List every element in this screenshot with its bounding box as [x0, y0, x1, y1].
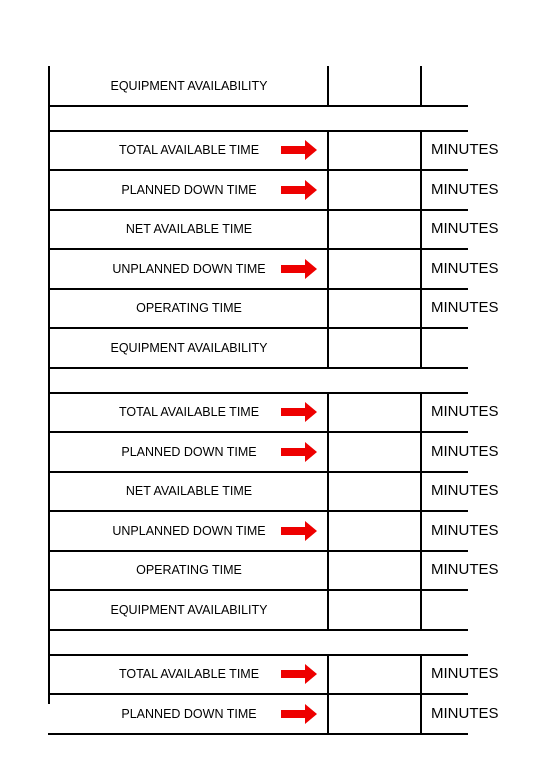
spacer-row — [48, 368, 468, 393]
row-label: EQUIPMENT AVAILABILITY — [110, 78, 268, 93]
table-row — [48, 694, 499, 734]
red-arrow-icon — [281, 402, 317, 422]
table-row — [48, 511, 499, 551]
row-label: PLANNED DOWN TIME — [121, 182, 257, 197]
column-divider — [420, 472, 422, 512]
value-cell[interactable] — [329, 511, 420, 551]
column-divider — [420, 511, 422, 551]
row-label: EQUIPMENT AVAILABILITY — [110, 340, 268, 355]
unit-label: MINUTES — [431, 299, 499, 317]
column-divider — [420, 393, 422, 433]
column-divider — [420, 210, 422, 250]
column-divider — [420, 432, 422, 472]
row-label: TOTAL AVAILABLE TIME — [118, 667, 260, 682]
value-cell[interactable] — [329, 131, 420, 171]
value-cell[interactable] — [329, 694, 420, 734]
unit-label: MINUTES — [431, 180, 499, 198]
row-label: TOTAL AVAILABLE TIME — [118, 405, 260, 420]
row-label: OPERATING TIME — [136, 301, 242, 316]
unit-label: MINUTES — [431, 220, 499, 238]
row-label: NET AVAILABLE TIME — [125, 222, 253, 237]
table-row — [48, 170, 499, 210]
table-row — [48, 393, 499, 433]
column-divider — [420, 170, 422, 210]
value-cell[interactable] — [329, 328, 420, 368]
table-row — [48, 210, 499, 250]
value-cell[interactable] — [329, 249, 420, 289]
table-row — [48, 249, 499, 289]
unit-label: MINUTES — [431, 561, 499, 579]
row-divider — [48, 733, 468, 735]
value-cell[interactable] — [329, 551, 420, 591]
unit-label: MINUTES — [431, 442, 499, 460]
table-row — [48, 472, 499, 512]
value-cell[interactable] — [329, 210, 420, 250]
column-divider — [420, 694, 422, 734]
value-cell[interactable] — [329, 472, 420, 512]
unit-label: MINUTES — [431, 704, 499, 722]
column-divider — [420, 289, 422, 329]
row-label: PLANNED DOWN TIME — [121, 444, 257, 459]
unit-label: MINUTES — [431, 141, 499, 159]
row-label: PLANNED DOWN TIME — [121, 706, 257, 721]
value-cell[interactable] — [329, 393, 420, 433]
column-divider — [420, 131, 422, 171]
column-divider — [420, 551, 422, 591]
row-label: EQUIPMENT AVAILABILITY — [110, 602, 268, 617]
unit-label: MINUTES — [431, 665, 499, 683]
table-row — [48, 289, 499, 329]
spacer-row — [48, 106, 468, 131]
value-cell[interactable] — [329, 66, 420, 106]
table-row — [48, 551, 499, 591]
value-cell[interactable] — [329, 289, 420, 329]
column-divider — [420, 66, 422, 106]
value-cell[interactable] — [329, 590, 420, 630]
unit-label: MINUTES — [431, 521, 499, 539]
row-label: UNPLANNED DOWN TIME — [112, 261, 266, 276]
red-arrow-icon — [281, 259, 317, 279]
table-row — [48, 432, 499, 472]
red-arrow-icon — [281, 664, 317, 684]
column-divider — [420, 590, 422, 630]
value-cell[interactable] — [329, 170, 420, 210]
red-arrow-icon — [281, 180, 317, 200]
value-cell[interactable] — [329, 655, 420, 695]
row-label: TOTAL AVAILABLE TIME — [118, 143, 260, 158]
column-divider — [420, 655, 422, 695]
table-row — [48, 590, 468, 630]
table-row — [48, 66, 468, 106]
red-arrow-icon — [281, 704, 317, 724]
unit-label: MINUTES — [431, 259, 499, 277]
availability-sheet — [48, 66, 499, 722]
table-row — [48, 328, 468, 368]
red-arrow-icon — [281, 521, 317, 541]
value-cell[interactable] — [329, 432, 420, 472]
red-arrow-icon — [281, 140, 317, 160]
spacer-row — [48, 630, 468, 655]
row-label: OPERATING TIME — [136, 563, 242, 578]
table-row — [48, 131, 499, 171]
unit-label: MINUTES — [431, 403, 499, 421]
column-divider — [420, 249, 422, 289]
unit-label: MINUTES — [431, 482, 499, 500]
red-arrow-icon — [281, 442, 317, 462]
table-row — [48, 655, 499, 695]
row-label: UNPLANNED DOWN TIME — [112, 523, 266, 538]
row-label: NET AVAILABLE TIME — [125, 484, 253, 499]
column-divider — [420, 328, 422, 368]
